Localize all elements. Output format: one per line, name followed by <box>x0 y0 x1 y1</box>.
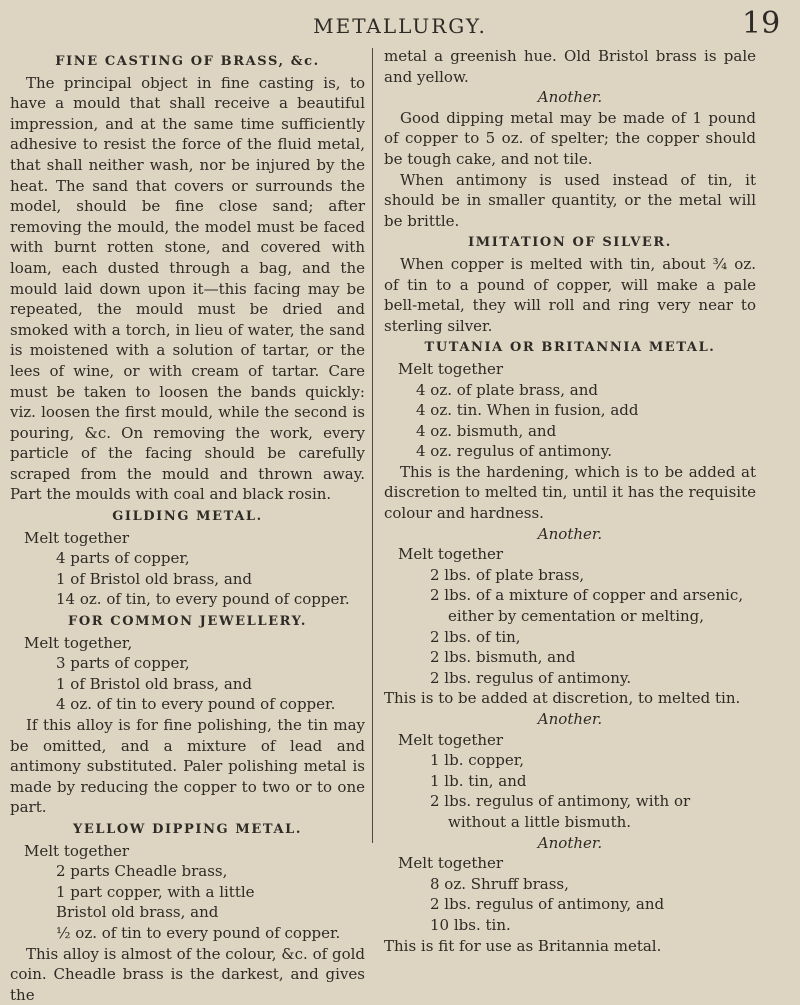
fine-casting-paragraph: The principal object in fine casting is, to have a mould that shall receive a beautiful impression, and at the same time sufficiently adhesive to resist the force of the fluid metal, that shall neither wash, nor be injured by the heat. The sand that covers or surrounds the model, should be fine close sand; after removing the mould, the model must be faced with burnt rotten stone, and covered with loam, each dusted through a bag, and the mould laid down upon it—this facing may be repeated, the mould must be dried and smoked with a torch, in lieu of water, the sand is moistened with a solution of tartar, or the lees of wine, or with cream of tartar. Care must be taken to loosen the bands quickly: viz. loosen the first mould, while the second is pouring, &c. On removing the work, every particle of the facing should be carefully scraped from the mould and thrown away. Part the moulds with coal and black rosin. <box>10 73 365 504</box>
recipe-line: 3 parts of copper, <box>56 654 190 673</box>
continuation-paragraph: metal a greenish hue. Old Bristol brass is pale and yellow. <box>384 47 756 86</box>
recipe-line: Melt together <box>24 841 130 860</box>
recipe-line: 2 lbs. of a mixture of copper and arsenic, <box>430 586 744 605</box>
recipe-line: 2 parts Cheadle brass, <box>56 862 228 881</box>
page-number: 19 <box>742 6 781 41</box>
recipe-line: 4 oz. of tin to every pound of copper. <box>56 695 336 714</box>
yellow-dipping-paragraph: This alloy is almost of the colour, &c. of gold coin. Cheadle brass is the darkest, and gives the <box>10 944 365 1004</box>
final-paragraph: This is fit for use as Britannia metal. <box>384 936 662 955</box>
section-heading-gilding-metal: GILDING METAL. <box>112 509 263 525</box>
jewellery-paragraph: If this alloy is for fine polishing, the tin may be omitted, and a mixture of lead and antimony substituted. Paler polishing metal is made by reducing the copper to two or to one part. <box>10 716 365 817</box>
section-heading-common-jewellery: FOR COMMON JEWELLERY. <box>68 614 307 630</box>
subheading-another: Another. <box>537 833 603 852</box>
recipe-line: without a little bismuth. <box>448 812 632 831</box>
recipe-line: Melt together <box>398 730 504 749</box>
recipe-line: either by cementation or melting, <box>448 607 705 626</box>
recipe-line: Melt together <box>24 528 130 547</box>
section-heading-imitation-silver: IMITATION OF SILVER. <box>468 235 672 251</box>
recipe-line: 1 lb. tin, and <box>430 771 527 790</box>
britannia-paragraph: This is the hardening, which is to be added at discretion to melted tin, until it has the requisite colour and hardness. <box>384 462 756 523</box>
recipe-line: 1 lb. copper, <box>430 751 525 770</box>
right-column <box>384 46 756 956</box>
recipe-line: 2 lbs. regulus of antimony, with or <box>430 792 691 811</box>
recipe-line: 2 lbs. of tin, <box>430 627 521 646</box>
subheading-another: Another. <box>537 524 603 543</box>
section-heading-yellow-dipping-metal: YELLOW DIPPING METAL. <box>72 821 303 837</box>
recipe-line: ½ oz. of tin to every pound of copper. <box>56 923 341 942</box>
recipe-line: Bristol old brass, and <box>56 903 219 922</box>
recipe-line: 1 of Bristol old brass, and <box>56 674 253 693</box>
section-heading-fine-casting: FINE CASTING OF BRASS, &c. <box>55 54 320 69</box>
recipe-line: 2 lbs. of plate brass, <box>430 565 585 584</box>
imitation-silver-paragraph: When copper is melted with tin, about ¾ oz. of tin to a pound of copper, will make a pale bell-metal, they will roll and ring very near to sterling silver. <box>384 254 756 335</box>
recipe-line: 2 lbs. bismuth, and <box>430 648 576 667</box>
recipe-line: 2 lbs. regulus of antimony, and <box>430 895 665 914</box>
recipe-line: 4 oz. of plate brass, and <box>416 380 598 399</box>
antimony-paragraph: When antimony is used instead of tin, it should be in smaller quantity, or the metal will be brittle. <box>384 170 756 230</box>
subheading-another: Another. <box>537 88 603 107</box>
recipe-line: 1 of Bristol old brass, and <box>56 569 253 588</box>
recipe-line: 8 oz. Shruff brass, <box>430 874 569 893</box>
recipe-line: Melt together <box>398 854 504 873</box>
section-heading-britannia-metal: TUTANIA OR BRITANNIA METAL. <box>424 340 716 356</box>
recipe-line: 4 oz. tin. When in fusion, add <box>416 401 639 420</box>
recipe-line: 4 oz. bismuth, and <box>416 421 557 440</box>
recipe-line: 10 lbs. tin. <box>430 915 511 934</box>
another2-paragraph: This is to be added at discretion, to melted tin. <box>384 689 741 708</box>
recipe-line: Melt together, <box>24 633 133 652</box>
running-header: METALLURGY. <box>313 14 487 38</box>
recipe-line: Melt together <box>398 359 504 378</box>
recipe-line: Melt together <box>398 545 504 564</box>
left-column <box>10 50 365 1005</box>
dipping-metal-paragraph: Good dipping metal may be made of 1 pound of copper to 5 oz. of spelter; the copper should be tough cake, and not tile. <box>384 108 756 168</box>
subheading-another: Another. <box>537 710 603 728</box>
recipe-line: 2 lbs. regulus of antimony. <box>430 668 632 687</box>
recipe-line: 14 oz. of tin, to every pound of copper. <box>56 590 350 609</box>
recipe-line: 1 part copper, with a little <box>56 882 255 901</box>
column-divider <box>372 48 373 843</box>
recipe-line: 4 oz. regulus of antimony. <box>416 442 612 461</box>
recipe-line: 4 parts of copper, <box>56 549 190 568</box>
